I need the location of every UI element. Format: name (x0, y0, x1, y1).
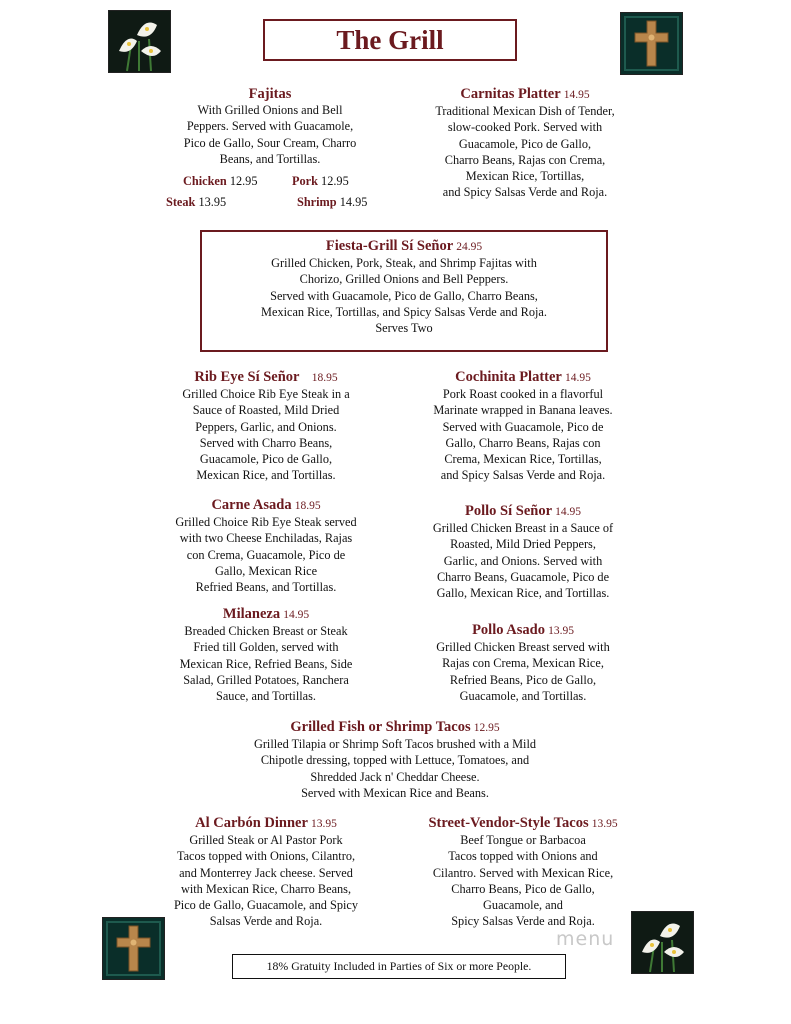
gratuity-note: 18% Gratuity Included in Parties of Six or more People. (232, 954, 566, 979)
fajitas-option-pork: Pork 12.95 (292, 174, 349, 188)
calla-lily-icon (108, 10, 171, 73)
fajitas-option-chicken: Chicken 12.95 (183, 174, 258, 188)
menu-item-pollo-asado: Pollo Asado 13.95 Grilled Chicken Breast served with Rajas con Crema, Mexican Rice, Refried Beans, Pico de Gallo, Guacamole, and Tortillas. (436, 622, 610, 703)
item-desc: With Grilled Onions and Bell Peppers. Served with Guacamole, Pico de Gallo, Sour Cream, Charro Beans, and Tortillas. (183, 103, 357, 166)
menu-item-al-carbon: Al Carbón Dinner 13.95 Grilled Steak or Al Pastor Pork Tacos topped with Onions, Cilantro, and Monterrey Jack cheese. Served with Mexican Rice, Charro Beans, Pico de Gallo, Guacamole, and Spicy Salsas Verde and Roja. (173, 815, 359, 929)
page-title-box (263, 19, 517, 61)
menu-item-carnitas: Carnitas Platter 14.95 Traditional Mexican Dish of Tender, slow-cooked Pork. Served with Guacamole, Pico de Gallo, Charro Beans, Rajas con Crema, Mexican Rice, Tortillas, and Spicy Salsas Verde and Roja. (435, 86, 615, 200)
menu-item-rib-eye: Rib Eye Sí Señor 18.95 Grilled Choice Rib Eye Steak in a Sauce of Roasted, Mild Dried Peppers, Garlic, and Onions. Served with Charro Beans, Guacamole, Pico de Gallo, Mexican Rice, and Tortillas. (182, 369, 350, 483)
cross-icon (620, 12, 683, 75)
menu-item-carne-asada: Carne Asada 18.95 Grilled Choice Rib Eye Steak served with two Cheese Enchiladas, Rajas con Crema, Guacamole, Pico de Gallo, Mexican Rice Refried Beans, and Tortillas. (175, 497, 357, 595)
menu-item-pollo-si-senor: Pollo Sí Señor 14.95 Grilled Chicken Breast in a Sauce of Roasted, Mild Dried Peppers, Garlic, and Onions. Served with Charro Beans, Guacamole, Pico de Gallo, Mexican Rice, and Tortillas. (432, 503, 614, 601)
page-title: The Grill (336, 24, 444, 55)
fajitas-option-steak: Steak 13.95 (166, 195, 227, 209)
menu-item-milaneza: Milaneza 14.95 Breaded Chicken Breast or Steak Fried till Golden, served with Mexican Rice, Refried Beans, Side Salad, Grilled Potatoes, Ranchera Sauce, and Tortillas. (179, 606, 353, 704)
menu-item-fajitas (150, 86, 390, 167)
fajitas-option-shrimp: Shrimp 14.95 (297, 195, 368, 209)
menu-item-cochinita: Cochinita Platter 14.95 Pork Roast cooked in a flavorful Marinate wrapped in Banana leaves. Served with Guacamole, Pico de Gallo, Charro Beans, Rajas con Crema, Mexican Rice, Tortillas, and Spicy Salsas Verde and Roja. (433, 369, 613, 483)
menu-item-fish-tacos: Grilled Fish or Shrimp Tacos 12.95 Grilled Tilapia or Shrimp Soft Tacos brushed with a Mild Chipotle dressing, topped with Lettuce, Tomatoes, and Shredded Jack n' Cheddar Cheese. Served with Mexican Rice and Beans. (253, 719, 537, 800)
watermark: menu (556, 928, 615, 950)
menu-item-street-tacos: Street-Vendor-Style Tacos 13.95 Beef Tongue or Barbacoa Tacos topped with Onions and Cilantro. Served with Mexican Rice, Charro Beans, Pico de Gallo, Guacamole, and Spicy Salsas Verde and Roja. (428, 815, 618, 929)
menu-item-fiesta-grill: Fiesta-Grill Sí Señor 24.95 Grilled Chicken, Pork, Steak, and Shrimp Fajitas with Chorizo, Grilled Onions and Bell Peppers. Served with Guacamole, Pico de Gallo, Charro Beans, Mexican Rice, Tortillas, and Spicy Salsas Verde and Roja. Serves Two (200, 230, 608, 352)
item-name: Fajitas (248, 86, 292, 102)
